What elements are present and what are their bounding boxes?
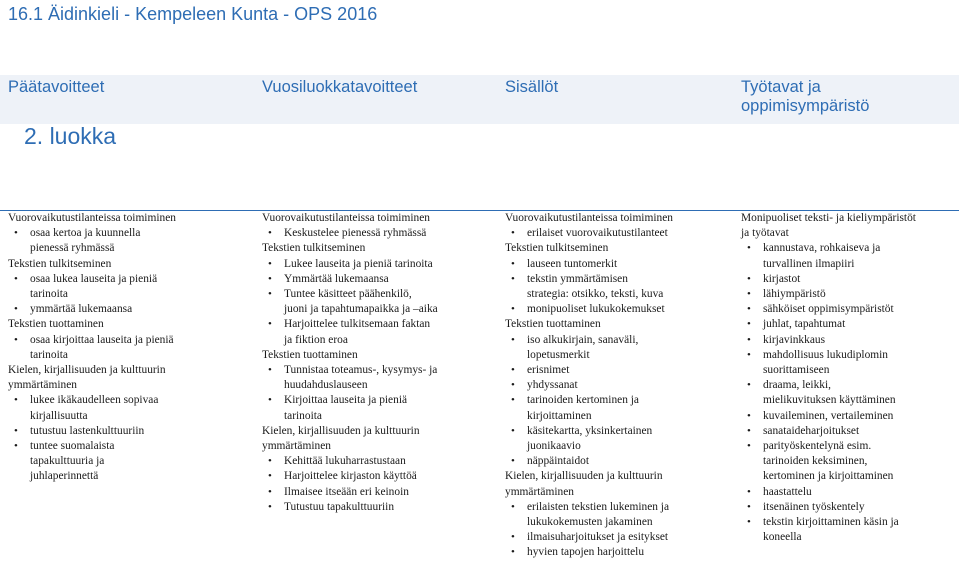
bullet-continuation: turvallinen ilmapiiri bbox=[763, 257, 855, 270]
bullet-item: • haastattelu bbox=[741, 485, 955, 500]
section-heading: Kielen, kirjallisuuden ja kulttuurin bbox=[505, 470, 663, 483]
bullet-item: • iso alkukirjain, sanaväli, bbox=[505, 333, 737, 348]
bullet-item: • tekstin ymmärtämisen bbox=[505, 272, 737, 287]
bullet-continuation: suorittamiseen bbox=[763, 364, 830, 377]
column-grade-goals bbox=[262, 211, 500, 515]
section-heading: Tekstien tuottaminen bbox=[8, 318, 104, 331]
column-contents bbox=[505, 211, 737, 561]
column-header-contents: Sisällöt bbox=[505, 78, 559, 96]
section-heading: Tekstien tuottaminen bbox=[262, 348, 358, 361]
column-header-goals: Päätavoitteet bbox=[8, 78, 105, 96]
section-heading: Vuorovaikutustilanteissa toimiminen bbox=[262, 212, 430, 224]
bullet-item: • osaa kirjoittaa lauseita ja pieniä bbox=[8, 333, 254, 348]
column-methods bbox=[741, 211, 955, 545]
section-heading: Tekstien tulkitseminen bbox=[505, 242, 609, 255]
bullet-item: • erilaiset vuorovaikutustilanteet bbox=[505, 226, 737, 241]
section-heading: ja työtavat bbox=[741, 227, 789, 240]
section-heading: Monipuoliset teksti- ja kieliympäristöt bbox=[741, 212, 916, 224]
bullet-item: • kuvaileminen, vertaileminen bbox=[741, 409, 955, 424]
bullet-item: • Tunnistaa toteamus-, kysymys- ja bbox=[262, 363, 500, 378]
bullet-continuation: ja fiktion eroa bbox=[284, 333, 348, 346]
bullet-item: • Ymmärtää lukemaansa bbox=[262, 272, 500, 287]
bullet-item: • Tutustuu tapakulttuuriin bbox=[262, 500, 500, 515]
bullet-continuation: strategia: otsikko, teksti, kuva bbox=[527, 288, 664, 301]
bullet-continuation: koneella bbox=[763, 531, 802, 544]
grade-heading: 2. luokka bbox=[24, 123, 117, 149]
bullet-continuation: tarinoita bbox=[30, 348, 68, 361]
column-goals bbox=[8, 211, 254, 485]
bullet-item: • Kirjoittaa lauseita ja pieniä bbox=[262, 393, 500, 408]
bullet-continuation: juoni ja tapahtumapaikka ja –aika bbox=[284, 303, 438, 316]
bullet-item: • mahdollisuus lukudiplomin bbox=[741, 348, 955, 363]
section-heading: Tekstien tulkitseminen bbox=[8, 257, 112, 270]
bullet-item: • parityöskentelynä esim. bbox=[741, 439, 955, 454]
section-heading: ymmärtäminen bbox=[8, 379, 77, 392]
bullet-continuation: pienessä ryhmässä bbox=[30, 242, 115, 255]
bullet-item: • osaa kertoa ja kuunnella bbox=[8, 226, 254, 241]
bullet-continuation: kirjallisuutta bbox=[30, 409, 88, 422]
section-heading: ymmärtäminen bbox=[262, 440, 331, 453]
bullet-item: • tuntee suomalaista bbox=[8, 439, 254, 454]
bullet-item: • Harjoittelee tulkitsemaan faktan bbox=[262, 317, 500, 332]
bullet-item: • erilaisten tekstien lukeminen ja bbox=[505, 500, 737, 515]
column-header-grade-goals: Vuosiluokkatavoitteet bbox=[262, 78, 418, 96]
bullet-item: • Tuntee käsitteet päähenkilö, bbox=[262, 287, 500, 302]
bullet-item: • Harjoittelee kirjaston käyttöä bbox=[262, 469, 500, 484]
bullet-continuation: juonikaavio bbox=[527, 440, 581, 453]
bullet-continuation: tarinoita bbox=[30, 288, 68, 301]
bullet-item: • kannustava, rohkaiseva ja bbox=[741, 241, 955, 256]
bullet-item: • yhdyssanat bbox=[505, 378, 737, 393]
bullet-continuation: juhlaperinnettä bbox=[30, 470, 99, 483]
bullet-item: • kirjavinkkaus bbox=[741, 333, 955, 348]
bullet-item: • Kehittää lukuharrastustaan bbox=[262, 454, 500, 469]
bullet-item: • sähköiset oppimisympäristöt bbox=[741, 302, 955, 317]
bullet-continuation: lukukokemusten jakaminen bbox=[527, 516, 653, 529]
bullet-continuation: tapakulttuuria ja bbox=[30, 455, 105, 468]
bullet-continuation: mielikuvituksen käyttäminen bbox=[763, 394, 896, 407]
bullet-item: • käsitekartta, yksinkertainen bbox=[505, 424, 737, 439]
section-heading: Kielen, kirjallisuuden ja kulttuurin bbox=[8, 364, 166, 377]
section-heading: Tekstien tulkitseminen bbox=[262, 242, 366, 255]
section-heading: Vuorovaikutustilanteissa toimiminen bbox=[8, 212, 176, 224]
bullet-item: • Lukee lauseita ja pieniä tarinoita bbox=[262, 257, 500, 272]
section-heading: Vuorovaikutustilanteissa toimiminen bbox=[505, 212, 673, 224]
bullet-continuation: huudahduslauseen bbox=[284, 379, 368, 392]
bullet-item: • monipuoliset lukukokemukset bbox=[505, 302, 737, 317]
bullet-item: • Keskustelee pienessä ryhmässä bbox=[262, 226, 500, 241]
bullet-item: • lauseen tuntomerkit bbox=[505, 257, 737, 272]
bullet-item: • tekstin kirjoittaminen käsin ja bbox=[741, 515, 955, 530]
bullet-item: • kirjastot bbox=[741, 272, 955, 287]
bullet-item: • ymmärtää lukemaansa bbox=[8, 302, 254, 317]
bullet-continuation: tarinoita bbox=[284, 409, 322, 422]
bullet-item: • lukee ikäkaudelleen sopivaa bbox=[8, 393, 254, 408]
bullet-item: • draama, leikki, bbox=[741, 378, 955, 393]
bullet-item: • tarinoiden kertominen ja bbox=[505, 393, 737, 408]
bullet-item: • hyvien tapojen harjoittelu bbox=[505, 545, 737, 560]
bullet-item: • erisnimet bbox=[505, 363, 737, 378]
bullet-item: • juhlat, tapahtumat bbox=[741, 317, 955, 332]
document-title: 16.1 Äidinkieli - Kempeleen Kunta - OPS 2016 bbox=[8, 4, 378, 24]
bullet-continuation: lopetusmerkit bbox=[527, 348, 590, 361]
section-heading: Tekstien tuottaminen bbox=[505, 318, 601, 331]
column-header-methods: Työtavat ja oppimisympäristö bbox=[741, 78, 870, 115]
bullet-item: • sanataideharjoitukset bbox=[741, 424, 955, 439]
bullet-item: • ilmaisuharjoitukset ja esitykset bbox=[505, 530, 737, 545]
bullet-continuation: kertominen ja kirjoittaminen bbox=[763, 470, 894, 483]
bullet-item: • lähiympäristö bbox=[741, 287, 955, 302]
bullet-item: • osaa lukea lauseita ja pieniä bbox=[8, 272, 254, 287]
bullet-item: • itsenäinen työskentely bbox=[741, 500, 955, 515]
bullet-continuation: kirjoittaminen bbox=[527, 409, 592, 422]
bullet-item: • näppäintaidot bbox=[505, 454, 737, 469]
bullet-continuation: tarinoiden keksiminen, bbox=[763, 455, 868, 468]
bullet-item: • Ilmaisee itseään eri keinoin bbox=[262, 485, 500, 500]
bullet-item: • tutustuu lastenkulttuuriin bbox=[8, 424, 254, 439]
section-heading: ymmärtäminen bbox=[505, 485, 574, 498]
section-heading: Kielen, kirjallisuuden ja kulttuurin bbox=[262, 424, 420, 437]
